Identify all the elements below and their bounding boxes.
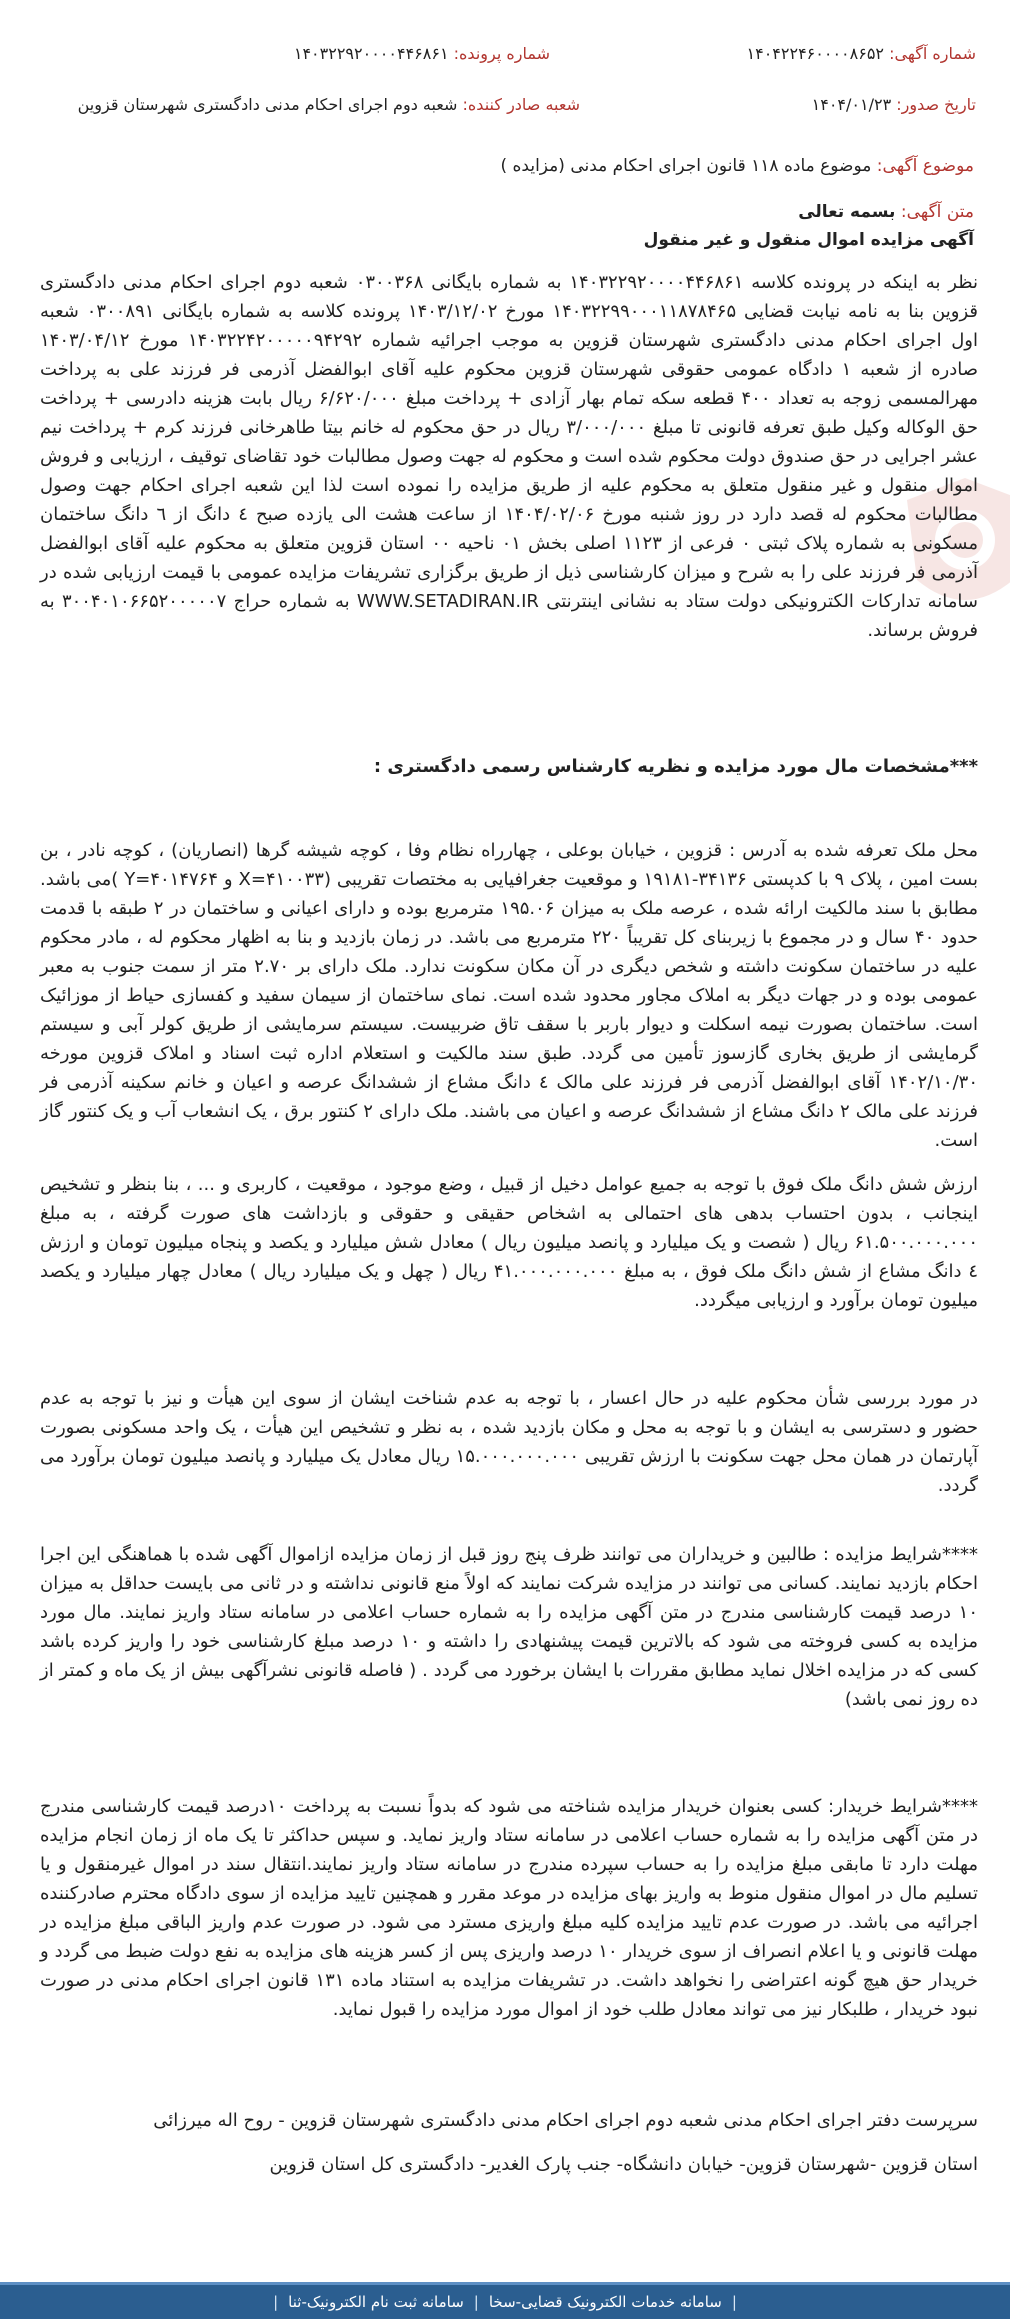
- issuer-value: شعبه دوم اجرای احکام مدنی دادگستری شهرستان قزوین: [77, 95, 458, 114]
- paragraph-intro-text: نظر به اینکه در پرونده کلاسه ۱۴۰۳۲۲۹۲۰۰۰۰۴۴۶۸۶۱ به شماره بایگانی ۰۳۰۰۳۶۸ شعبه دوم اجرای احکام مدنی دادگستری قزوین بنا به نامه نیابت قضایی ۱۴۰۳۲۲۹۹۰۰۰۱۱۸۷۸۴۶۵ مورخ ۱۴۰۳/۱۲/۰۲ پرونده کلاسه به شماره بایگانی ۰۳۰۰۸۹۱ شعبه اول اجرای احکام مدنی دادگستری شهرستان قزوین به موجب اجرائیه شماره ۱۴۰۳۲۲۴۲۰۰۰۰۰۹۴۲۹۲ مورخ ۱۴۰۳/۰۴/۱۲ صادره از شعبه ۱ دادگاه عمومی حقوقی شهرستان قزوین محکوم علیه آقای ابوالفضل آذرمی فر فرزند علی به پرداخت مهرالمسمی زوجه به تعداد ۴۰۰ قطعه سکه تمام بهار آزادی + پرداخت مبلغ ۶/۶۲۰/۰۰۰ ریال بابت هزینه دادرسی + پرداخت حق الوکاله وکیل طبق تعرفه قانونی تا مبلغ ۳/۰۰۰/۰۰۰ ریال در حق محکوم له خانم بیتا طاهرخانی فرزند کرم + پرداخت نیم عشر اجرایی در حق صندوق دولت محکوم شده است و محکوم له جهت وصول مطالبات خود تقاضای توقیف ، ارزیابی و فروش اموال منقول و غیر منقول متعلق به محکوم علیه از طریق مزایده را نموده است لذا این شعبه اجرای احکام جهت وصول مطالبات محکوم له قصد دارد در روز شنبه مورخ ۱۴۰۴/۰۲/۰۶ از ساعت هشت الی یازده صبح ٤ دانگ از ٦ دانگ ساختمان مسکونی به شماره پلاک ثبتی ۰ فرعی از ۱۱۲۳ اصلی بخش ۰۱ ناحیه ۰۰ استان قزوین متعلق به محکوم علیه آقای ابوالفضل آذرمی فر فرزند علی را به شرح و میزان کارشناسی ذیل از طریق برگزاری تشریفات مزایده عمومی با قیمت ارزیابی شده در سامانه تدارکات الکترونیکی دولت ستاد به نشانی اینترنتی WWW.SETADIRAN.IR به شماره حراج ۳۰۰۴۰۱۰۶۶۵۲۰۰۰۰۰۷ به فروش برساند.: [40, 272, 979, 641]
- case-number-row: [294, 44, 550, 63]
- issue-date-label: تاریخ صدور:: [896, 95, 976, 114]
- issue-date-row: [812, 95, 976, 114]
- subject-row: [500, 156, 974, 176]
- footer-separator-left: |: [731, 2293, 737, 2311]
- signature: [40, 2106, 978, 2135]
- footer-separator-right: |: [273, 2293, 279, 2311]
- body-heading-text: آگهی مزایده اموال منقول و غیر منقول: [643, 230, 974, 250]
- address-text: استان قزوین -شهرستان قزوین- خیابان دانشگاه- جنب پارک الغدیر- دادگستری کل استان قزوین: [269, 2154, 978, 2175]
- paragraph-auction-terms-text: ****شرایط مزایده : طالبین و خریداران می توانند ظرف پنج روز قبل از زمان مزایده ازاموال آگهی شده با هماهنگی این اجرا احکام بازدید نمایند. کسانی می توانند در مزایده شرکت نمایند که اولاً منع قانونی نداشته و در ثانی می بایست حداقل به میزان ۱۰ درصد قیمت کارشناسی مندرج در متن آگهی مزایده را به شماره حساب اعلامی در سامانه ستاد واریز نمایند. مال مورد مزایده به کسی فروخته می شود که بالاترین قیمت پیشنهادی را داشته و ۱۰ درصد مبلغ کارشناسی خود را واریز کرده باشد کسی که در مزایده اخلال نماید مطابق مقررات با ایشان برخورد می گردد . ( فاصله قانونی نشرآگهی بیش از یک ماه و کمتر از ده روز نمی باشد): [40, 1544, 978, 1710]
- bismillah: بسمه تعالی: [798, 202, 896, 222]
- body-label: متن آگهی:: [900, 202, 974, 222]
- body-heading: [644, 230, 974, 250]
- issuer-label: شعبه صادر کننده:: [462, 95, 580, 114]
- paragraph-insolvency: [40, 1384, 978, 1500]
- notice-number-row: [747, 44, 976, 63]
- case-number-value: ۱۴۰۳۲۲۹۲۰۰۰۰۴۴۶۸۶۱: [293, 44, 449, 63]
- address: [40, 2150, 978, 2179]
- footer-link-sakha[interactable]: سامانه خدمات الکترونیک قضایی-سخا: [488, 2293, 722, 2311]
- body-label-row: [798, 202, 974, 222]
- paragraph-property-text: محل ملک تعرفه شده به آدرس : قزوین ، خیابان بوعلی ، چهارراه نظام وفا ، کوچه شیشه گرها (انصاریان) ، کوچه نادر ، بن بست امین ، پلاک ۹ با کدپستی ۳۴۱۳۶-۱۹۱۸۱ و موقعیت جغرافیایی به مختصات تقریبی (X=۴۱۰۰۳۳ و Y=۴۰۱۴۷۶۴ )می باشد. مطابق با سند مالکیت ارائه شده ، عرصه ملک به میزان ۱۹۵.۰۶ مترمربع بوده و دارای اعیانی و ساختمان در ۲ طبقه با قدمت حدود ۴۰ سال و در مجموع با زیربنای کل تقریباً ۲۲۰ مترمربع می باشد. در زمان بازدید و بنا به اظهار محکوم له ، مادر محکوم علیه در ساختمان سکونت داشته و شخص دیگری در آن مکان سکونت ندارد. ملک دارای بر ۲.۷۰ متر از سمت جنوب به معبر عمومی بوده و در جهات دیگر به املاک مجاور محدود شده است. نمای ساختمان از سیمان سفید و کفسازی حیاط از موزائیک است. ساختمان بصورت نیمه اسکلت و دیوار باربر با سقف تاق ضربیست. سیستم سرمایشی از طریق کولر آبی و سیستم گرمایشی از طریق بخاری گازسوز تأمین می گردد. طبق سند مالکیت و استعلام اداره ثبت اسناد و املاک قزوین مورخه ۱۴۰۲/۱۰/۳۰ آقای ابوالفضل آذرمی فر فرزند علی مالک ٤ دانگ مشاع از ششدانگ عرصه و اعیان و خانم سکینه آذرمی فر فرزند علی مالک ۲ دانگ مشاع از ششدانگ عرصه و اعیان می باشند. ملک دارای ۲ کنتور برق ، یک انشعاب آب و یک کنتور گاز است.: [40, 840, 979, 1151]
- subject-label: موضوع آگهی:: [876, 156, 974, 176]
- notice-number-label: شماره آگهی:: [889, 44, 976, 63]
- case-number-label: شماره پرونده:: [453, 44, 550, 63]
- footer-bar: [0, 2282, 1010, 2319]
- paragraph-valuation-text: ارزش شش دانگ ملک فوق با توجه به جمیع عوامل دخیل از قبیل ، وضع موجود ، موقعیت ، کاربری و ... ، بنا بنظر و تشخیص اینجانب ، بدون احتساب بدهی های احتمالی به اشخاص حقیقی و حقوقی و بازداشت های صورت گرفته ، به مبلغ ۶۱.۵۰۰.۰۰۰.۰۰۰ ریال ( شصت و یک میلیارد و پانصد میلیون ریال ) معادل شش میلیارد و یکصد و پنجاه میلیون تومان و ارزش ٤ دانگ مشاع از شش دانگ ملک فوق ، به مبلغ ۴۱.۰۰۰.۰۰۰.۰۰۰ ریال ( چهل و یک میلیارد ریال ) معادل چهار میلیارد و یکصد میلیون تومان برآورد و ارزیابی میگردد.: [40, 1174, 978, 1311]
- paragraph-buyer-terms: [40, 1792, 978, 2024]
- signature-text: سرپرست دفتر اجرای احکام مدنی شعبه دوم اجرای احکام مدنی دادگستری شهرستان قزوین - روح اله میرزائی: [153, 2110, 978, 2131]
- specs-heading-text: ***مشخصات مال مورد مزایده و نظریه کارشناس رسمی دادگستری :: [373, 756, 978, 777]
- paragraph-insolvency-text: در مورد بررسی شأن محکوم علیه در حال اعسار ، با توجه به عدم شناخت ایشان از سوی این هیأت و نیز با توجه به عدم حضور و دسترسی به ایشان و با توجه به محل و مکان بازدید شده ، به نظر و تشخیص این هیأت ، یک واحد مسکونی بصورت آپارتمان در همان محل جهت سکونت با ارزش تقریبی ۱۵.۰۰۰.۰۰۰.۰۰۰ ریال معادل یک میلیارد و پانصد میلیون تومان برآورد می گردد.: [40, 1388, 978, 1496]
- issue-date-value: ۱۴۰۴/۰۱/۲۳: [811, 95, 892, 114]
- paragraph-property: [40, 836, 978, 1155]
- paragraph-buyer-terms-text: ****شرایط خریدار: کسی بعنوان خریدار مزایده شناخته می شود که بدواً نسبت به پرداخت ۱۰درصد قیمت کارشناسی مندرج در متن آگهی مزایده را به شماره حساب اعلامی در سامانه ستاد واریز نماید. و سپس حداکثر تا یک ماه از زمان انجام مزایده مهلت دارد تا مابقی مبلغ مزایده را به حساب سپرده مندرج در سامانه ستاد واریز نمایند.انتقال سند در اموال غیرمنقول و یا تسلیم مال در اموال منقول منوط به واریز بهای مزایده در موعد مقرر و همچنین تایید مزایده از سوی دادگاه محترم صادرکننده اجرائیه می باشد. در صورت عدم تایید مزایده کلیه مبلغ واریزی مسترد می شود. در صورت عدم واریز الباقی مبلغ مزایده در مهلت قانونی و یا اعلام انصراف از سوی خریدار ۱۰ درصد واریزی پس از کسر هزینه های مزایده به نفع دولت ضبط می گردد و خریدار حق هیچ گونه اعتراضی را نخواهد داشت. در تشریفات مزایده به استناد ماده ۱۳۱ قانون اجرای احکام مدنی در صورت نبود خریدار ، طلبکار نیز می تواند معادل طلب خود از اموال مورد مزایده را قبول نماید.: [40, 1796, 978, 2020]
- paragraph-intro: [40, 268, 978, 645]
- specs-heading: [40, 752, 978, 781]
- footer-link-sana[interactable]: سامانه ثبت نام الکترونیک-ثنا: [288, 2293, 464, 2311]
- paragraph-auction-terms: [40, 1540, 978, 1714]
- paragraph-valuation: [40, 1170, 978, 1315]
- footer-separator-middle: |: [473, 2293, 479, 2311]
- notice-number-value: ۱۴۰۴۲۲۴۶۰۰۰۰۸۶۵۲: [746, 44, 885, 63]
- issuer-row: [78, 95, 580, 114]
- subject-value: موضوع ماده ۱۱۸ قانون اجرای احکام مدنی (مزایده ): [500, 156, 872, 176]
